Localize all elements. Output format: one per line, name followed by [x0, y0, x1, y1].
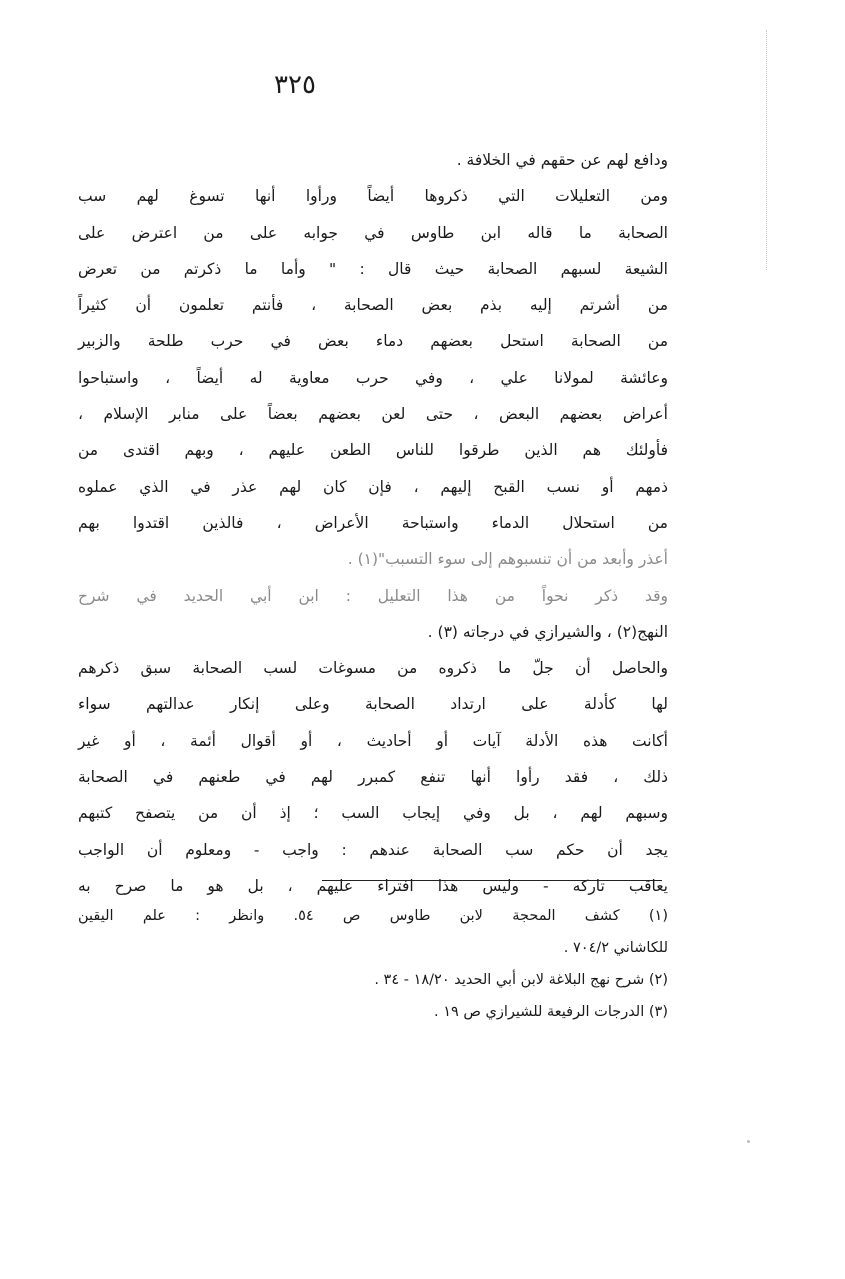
text-line: أعراض بعضهم البعض ، حتى لعن بعضهم بعضاً على منابر الإسلام ،: [78, 405, 668, 424]
footnote-line: (١) كشف المحجة لابن طاوس ص ٥٤. وانظر : علم اليقين: [78, 908, 668, 924]
footnote-line: (٣) الدرجات الرفيعة للشيرازي ص ١٩ .: [433, 1004, 668, 1020]
text-line: يجد أن حكم سب الصحابة عندهم : واجب - ومعلوم أن الواجب: [78, 840, 668, 859]
text-line: من استحلال الدماء واستباحة الأعراض ، فالذين اقتدوا بهم: [78, 513, 668, 532]
text-line: النهج(٢) ، والشيرازي في درجاته (٣) .: [427, 622, 668, 641]
text-line: أعذر وأبعد من أن تنسبوهم إلى سوء التسبب"(١) .: [347, 550, 668, 569]
footnote-separator: [322, 880, 662, 881]
text-line: الصحابة ما قاله ابن طاوس في جوابه على من اعترض على: [78, 223, 668, 242]
text-line: أكانت هذه الأدلة آيات أو أحاديث ، أو أقوال أئمة ، أو غير: [78, 731, 668, 750]
text-line: ومن التعليلات التي ذكروها أيضاً ورأوا أنها تسوغ لهم سب: [78, 187, 668, 206]
text-line: ذمهم أو نسب القبح إليهم ، فإن كان لهم عذر في الذي عملوه: [78, 477, 668, 496]
text-line: ودافع لهم عن حقهم في الخلافة .: [456, 151, 668, 169]
text-line: وعائشة لمولانا علي ، وفي حرب معاوية له أيضاً ، واستباحوا: [78, 368, 668, 387]
text-line: والحاصل أن جلّ ما ذكروه من مسوغات لسب الصحابة سبق ذكرهم: [78, 659, 668, 678]
text-line: ذلك ، فقد رأوا أنها تنفع كمبرر لهم في طعنهم في الصحابة: [78, 768, 668, 787]
text-line: لها كأدلة على ارتداد الصحابة وعلى إنكار عدالتهم سواء: [78, 695, 668, 714]
text-line: من الصحابة استحل بعضهم دماء بعض في حرب طلحة والزبير: [78, 332, 668, 351]
text-line: من أشرتم إليه بذم بعض الصحابة ، فأنتم تعلمون أن كثيراً: [78, 296, 668, 315]
footnote-line: للكاشاني ٧٠٤/٢ .: [563, 940, 668, 956]
footnote-line: (٢) شرح نهج البلاغة لابن أبي الحديد ١٨/٢٠ - ٣٤ .: [374, 972, 668, 988]
text-line: الشيعة لسبهم الصحابة حيث قال : " وأما ما ذكرتم من تعرض: [78, 259, 668, 278]
text-line: وقد ذكر نحواً من هذا التعليل : ابن أبي الحديد في شرح: [78, 586, 668, 605]
text-line: يعاقب تاركه - وليس هذا افتراء عليهم ، بل هو ما صرح به: [78, 876, 668, 895]
page-number: ٣٢٥: [274, 70, 316, 100]
text-line: وسبهم لهم ، بل وفي إيجاب السب ؛ إذ أن من يتصفح كتبهم: [78, 804, 668, 823]
margin-dotted-line: [762, 30, 767, 270]
body-text: [78, 142, 668, 904]
footnotes: [78, 900, 668, 1028]
margin-speck: [747, 1140, 750, 1143]
text-line: فأولئك هم الذين طرقوا للناس الطعن عليهم ، وبهم اقتدى من: [78, 441, 668, 460]
